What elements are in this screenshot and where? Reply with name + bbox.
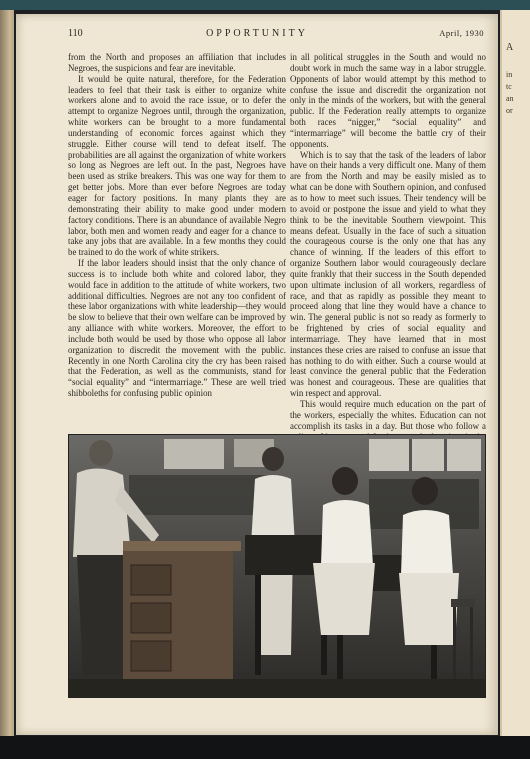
paragraph: Which is to say that the task of the leaders of labor have on their hands a very difficult one. Many of them are from the North and may be easily misled as to what can be done with Southern opinion, and confused as to how to meet such issues. Their tendency will be to avoid or postpone the issue and yield to what they think to be the inevitable Southern viewpoint. This means defeat. Usually in the face of such a situation the courageous course is the only one that has any chance of winning. If the leaders of this effort to organize Southern labor would courageously declare quite frankly that their success in the South depended upon ultimate inclusion of all workers, regardless of race, and that as rapidly as possible they meant to proceed along that line they would have a chance to win. The general public is not so ready as formerly to be frightened by cries of social equality and intermarriage. They have learned that in most instances these cries are raised to confuse an issue that has nothing to do with either. Such a course would at least convince the general public that the Federation was honest and courageous. These are qualities that win respect and approval. <box>290 149 486 399</box>
paragraph: in all political struggles in the South and would no doubt work in much the same way in a labor struggle. Opponents of labor would attempt by this method to confuse the issue and discredit the organization not only in the minds of the workers, but with the general public. If the Federation really attempts to organize both races “nigger,” “social equality” and “intermarriage” will become the battle cry of their opponents. <box>290 52 486 149</box>
factory-workers-photograph <box>68 434 486 698</box>
binding-spine <box>0 10 14 736</box>
paragraph: It would be quite natural, therefore, for the Federation leaders to feel that their task is either to organize white workers alone and to avoid the race issue, or to defer the attempt to organize Negroes until, through the organization, white workers can be brought to a more fundamental understanding of economic forces against which they struggle. Either course will tend to defeat itself. The probabilities are all against the organization of white workers so long as Negroes are left out. In the past, Negroes have been used as strike breakers. This was one way for them to get better jobs. More than ever before Negroes are today eager for factory positions. In many plants they are demonstrating their ability to make good under modern factory conditions. There is an abundance of available Negro labor, both men and women ready and eager for a chance to take any jobs that are available. In a few months they could be trained to do the work of white strikers. <box>68 73 286 258</box>
page-number: 110 <box>68 28 83 39</box>
journal-title: OPPORTUNITY <box>206 28 308 39</box>
running-header <box>16 28 498 42</box>
left-text-column <box>68 52 286 399</box>
paragraph: from the North and proposes an affiliation that includes Negroes, the suspicions and fear are inevitable. <box>68 52 286 73</box>
paragraph: If the labor leaders should insist that the only chance of success is to include both white and colored labor, they would face in addition to the attitude of white workers, two additional difficulties. Negroes are not any too confident of these labor organizations with white leadership—they would be slow to believe that their own welfare can be improved by any alliance with white workers. Moreover, the effort to include both would be used by those who oppose all labor organization to discredit the movement with the public. Recently in one North Carolina city the cry has been raised that the Federation, as well as the communists, stand for “social equality” and “intermarriage.” These are well tried shibboleths for confusing public opinion <box>68 258 286 399</box>
adjacent-page-fragment: tc <box>506 82 512 91</box>
right-text-column <box>290 52 486 453</box>
adjacent-page-fragment: an <box>506 94 514 103</box>
scan-bottom-margin <box>0 736 530 759</box>
adjacent-page-fragment: A <box>506 42 514 53</box>
photograph-illustration <box>69 435 485 697</box>
paragraph: This would require much education on the part of the workers, especially the whites. Education can not accomplish its tasks in a day. But those who follow a <box>290 399 486 431</box>
adjacent-page-edge <box>500 10 530 736</box>
adjacent-page-fragment: or <box>506 106 513 115</box>
adjacent-page-fragment: in <box>506 70 513 79</box>
magazine-page <box>16 14 498 735</box>
issue-date: April, 1930 <box>439 28 484 38</box>
binding-top-edge <box>0 0 530 10</box>
